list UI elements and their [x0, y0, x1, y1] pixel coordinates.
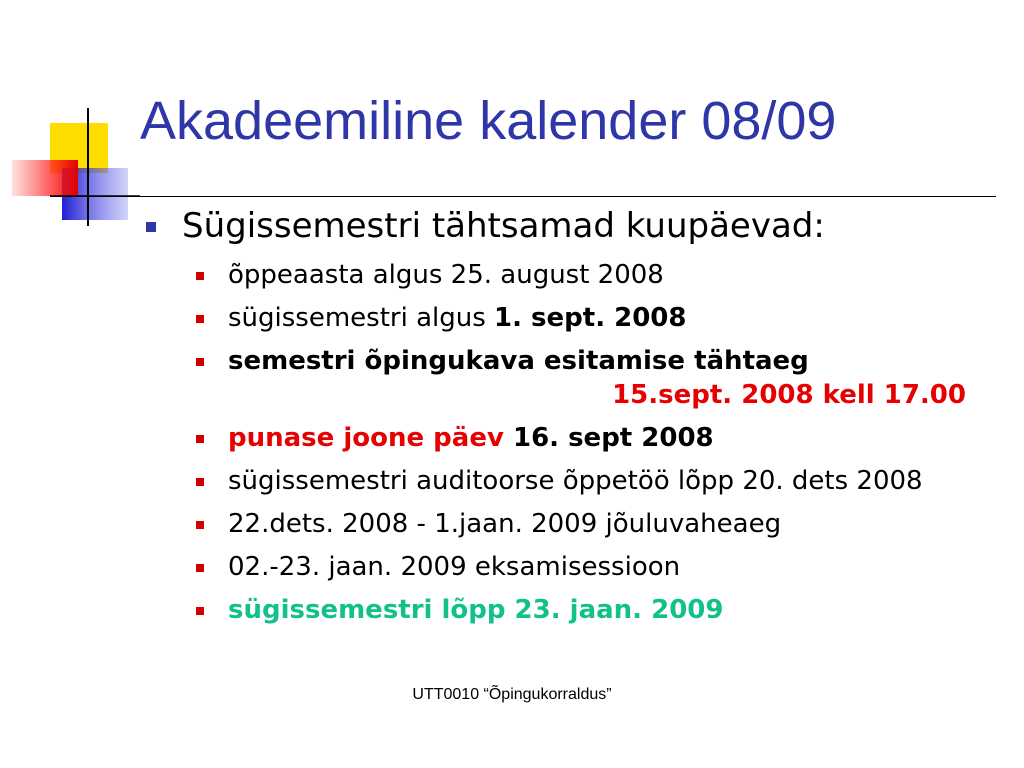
title-underline — [50, 196, 996, 197]
square-bullet-icon — [196, 272, 204, 280]
square-bullet-icon — [196, 358, 204, 366]
item-text: õppeaasta algus 25. august 2008 — [228, 260, 664, 290]
slide-footer: UTT0010 “Õpingukorraldus” — [412, 686, 612, 703]
section-heading: Sügissemestri tähtsamad kuupäevad: — [182, 206, 825, 246]
item-deadline: 15.sept. 2008 kell 17.00 — [612, 380, 966, 410]
corner-decoration — [0, 0, 140, 240]
item-text: semestri õpingukava esitamise tähtaeg — [228, 346, 809, 376]
item-text: sügissemestri algus — [228, 303, 495, 333]
square-bullet-icon — [146, 222, 156, 232]
red-gradient-bar — [12, 160, 78, 196]
list-item — [196, 301, 996, 335]
item-text: sügissemestri lõpp 23. jaan. 2009 — [228, 595, 724, 625]
item-text: 22.dets. 2008 - 1.jaan. 2009 jõuluvaheaeg — [228, 509, 782, 539]
item-date: 16. sept 2008 — [503, 423, 714, 453]
list-item — [196, 593, 996, 627]
item-text: 02.-23. jaan. 2009 eksamisessioon — [228, 552, 681, 582]
square-bullet-icon — [196, 521, 204, 529]
square-bullet-icon — [196, 478, 204, 486]
list-item — [196, 550, 996, 584]
square-bullet-icon — [196, 564, 204, 572]
item-date: 1. sept. 2008 — [494, 303, 687, 333]
square-bullet-icon — [196, 435, 204, 443]
list-item — [196, 258, 996, 292]
date-list — [196, 258, 996, 636]
square-bullet-icon — [196, 315, 204, 323]
slide-title: Akadeemiline kalender 08/09 — [140, 91, 837, 151]
list-item — [196, 421, 996, 455]
list-item — [196, 507, 996, 541]
square-bullet-icon — [196, 607, 204, 615]
list-item — [196, 464, 996, 498]
list-item — [196, 344, 996, 412]
item-label: punase joone päev — [228, 423, 504, 453]
item-text: sügissemestri auditoorse õppetöö lõpp 20. dets 2008 — [228, 466, 923, 496]
